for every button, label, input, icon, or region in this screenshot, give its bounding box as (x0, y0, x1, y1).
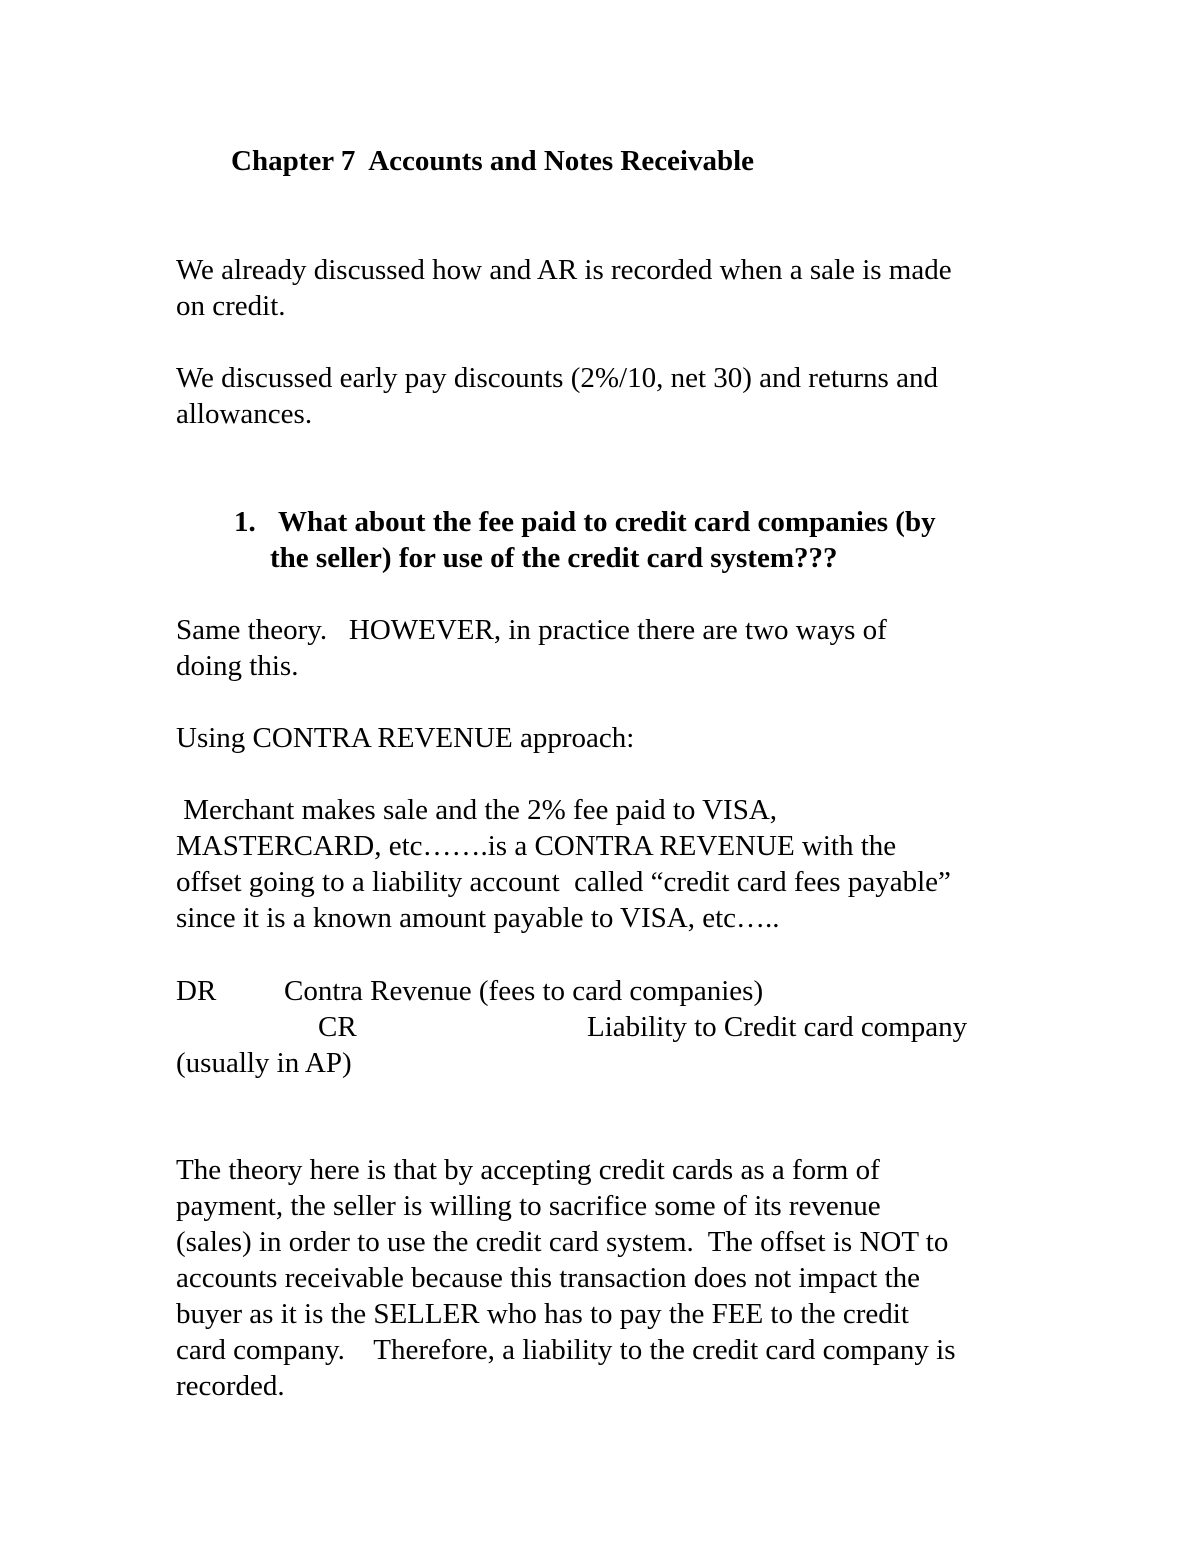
journal-cr-label: CR (318, 1011, 357, 1043)
approach-text-line-3: offset going to a liability account called “credit card fees payable” (176, 866, 951, 898)
approach-text-line-1: Merchant makes sale and the 2% fee paid to VISA, (176, 794, 778, 826)
theory-line-1: The theory here is that by accepting credit cards as a form of (176, 1154, 880, 1186)
intro-paragraph-2-line-1: We discussed early pay discounts (2%/10, net 30) and returns and (176, 362, 938, 394)
theory-line-4: accounts receivable because this transaction does not impact the (176, 1262, 921, 1294)
journal-dr-label: DR (176, 975, 217, 1007)
theory-line-5: buyer as it is the SELLER who has to pay the FEE to the credit (176, 1298, 909, 1330)
journal-dr-account: Contra Revenue (fees to card companies) (284, 975, 764, 1007)
theory-line-3: (sales) in order to use the credit card system. The offset is NOT to (176, 1226, 949, 1258)
question-number: 1. (234, 506, 256, 538)
question-line-2: the seller) for use of the credit card system??? (270, 542, 838, 574)
approach-text-line-2: MASTERCARD, etc…….is a CONTRA REVENUE with the (176, 830, 897, 862)
journal-cr-account: Liability to Credit card company (587, 1011, 968, 1043)
intro-paragraph-1-line-1: We already discussed how and AR is recorded when a sale is made (176, 254, 952, 286)
approach-text-line-4: since it is a known amount payable to VISA, etc….. (176, 902, 780, 934)
theory-line-2: payment, the seller is willing to sacrifice some of its revenue (176, 1190, 881, 1222)
question-line-1: What about the fee paid to credit card companies (by (278, 506, 936, 538)
intro-paragraph-2-line-2: allowances. (176, 398, 313, 430)
answer-line-2: doing this. (176, 650, 299, 682)
journal-cr-note: (usually in AP) (176, 1047, 352, 1079)
theory-line-7: recorded. (176, 1370, 285, 1402)
chapter-title: Chapter 7 Accounts and Notes Receivable (231, 145, 755, 177)
theory-line-6: card company. Therefore, a liability to the credit card company is (176, 1334, 956, 1366)
intro-paragraph-1-line-2: on credit. (176, 290, 286, 322)
answer-line-1: Same theory. HOWEVER, in practice there are two ways of (176, 614, 887, 646)
approach-heading: Using CONTRA REVENUE approach: (176, 722, 635, 754)
